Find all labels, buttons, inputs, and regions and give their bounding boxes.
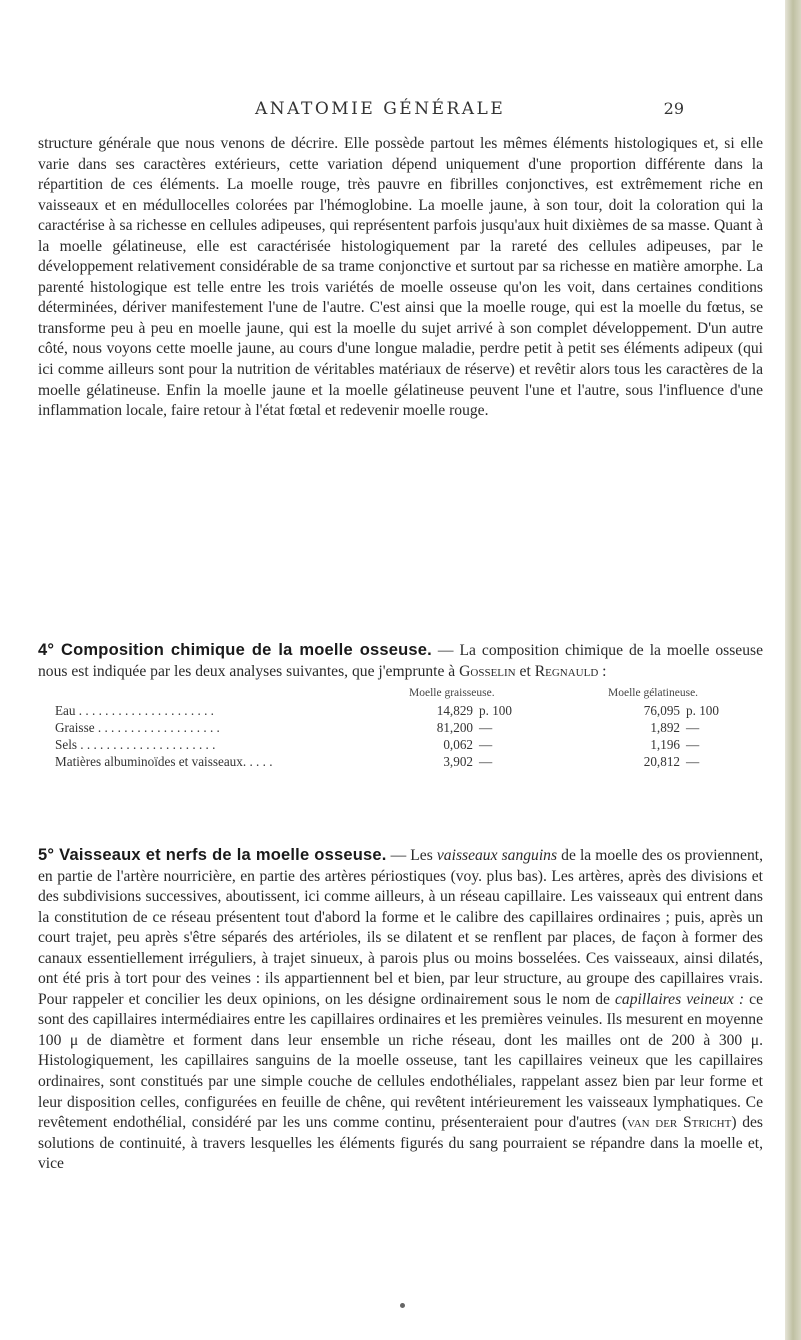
row-label: Eau . . . . . . . . . . . . . . . . . . . . . xyxy=(55,703,214,718)
column-header: Moelle gélatineuse. xyxy=(608,687,699,699)
emphasis-term: capillaires veineux : xyxy=(615,990,745,1008)
row-label: Matières albuminoïdes et vaisseaux. . . . . xyxy=(55,754,273,769)
unit-cell: p. 100 xyxy=(686,703,719,718)
unit-cell: p. 100 xyxy=(479,703,512,718)
page-number: 29 xyxy=(663,99,684,118)
section-text: — Les xyxy=(386,847,437,864)
value-cell: 3,902 xyxy=(443,754,473,769)
table-row xyxy=(55,754,775,771)
table-header xyxy=(55,687,775,703)
value-cell: 1,196 xyxy=(650,737,680,752)
section-text: ) des solutions de continuité, à travers lesquelles les éléments figurés du sang pourraient se répandre dans la moelle et, vice xyxy=(38,1114,763,1173)
ink-dot xyxy=(400,1303,405,1308)
section-vaisseaux-nerfs xyxy=(38,845,763,1175)
unit-cell: — xyxy=(479,720,493,735)
unit-cell: — xyxy=(479,754,493,769)
row-label: Graisse . . . . . . . . . . . . . . . . . . . xyxy=(55,720,220,735)
page-edge-shadow xyxy=(785,0,801,1340)
value-cell: 0,062 xyxy=(443,737,473,752)
value-cell: 14,829 xyxy=(436,703,473,718)
paragraph-text: structure générale que nous venons de décrire. Elle possède partout les mêmes éléments histologiques et, si elle varie dans ses caractères extérieurs, cette variation dépend uniquement d'une proportion différente dans la répartition de ces éléments. La moelle rouge, très pauvre en fibrilles conjonctives, est extrêmement riche en vaisseaux et en médullocelles colorées par l'hémoglobine. La moelle jaune, à son tour, doit la coloration qui la caractérise à sa richesse en cellules adipeuses, qui représentent parfois jusqu'aux huit dixièmes de sa masse. Quant à la moelle gélatineuse, elle est caractérisée histologiquement par la rareté des cellules adipeuses, par le développement relativement considérable de sa trame conjonctive et surtout par sa richesse en matière amorphe. La parenté histologique est telle entre les trois variétés de moelle osseuse qu'on les voit, dans certaines conditions déterminées, dériver manifestement l'une de l'autre. C'est ainsi que la moelle rouge, qui est la moelle du fœtus, se transforme peu à peu en moelle jaune, qui est la moelle du sujet arrivé à son complet développement. D'un autre côté, nous voyons cette moelle jaune, au cours d'une longue maladie, perdre petit à petit ses éléments adipeux (qui ici comme ailleurs sont pour la nutrition de véritables matériaux de réserve) et revêtir alors tous les caractères de la moelle gélatineuse. Enfin la moelle jaune et la moelle gélatineuse peuvent l'une et l'autre, sous l'influence d'une inflammation locale, faire retour à l'état fœtal et redevenir moelle rouge. xyxy=(38,135,763,420)
author-name: van der Stricht xyxy=(627,1114,732,1132)
section-composition-chimique xyxy=(38,640,763,682)
section-paragraph xyxy=(38,845,763,1175)
value-cell: 1,892 xyxy=(650,720,680,735)
section-heading: 4° Composition chimique de la moelle osseuse. xyxy=(38,641,432,659)
composition-table xyxy=(55,687,775,771)
value-cell: 20,812 xyxy=(643,754,680,769)
column-header: Moelle graisseuse. xyxy=(409,687,495,699)
running-title: ANATOMIE GÉNÉRALE xyxy=(255,99,506,119)
emphasis-term: vaisseaux sanguins xyxy=(436,847,558,864)
section-paragraph xyxy=(38,640,763,682)
unit-cell: — xyxy=(686,720,700,735)
value-cell: 76,095 xyxy=(643,703,680,718)
section-text: ce sont des capillaires intermédiaires entre les capillaires ordinaires et les premières veinules. Ils mesurent en moyenne 100 μ de diamètre et forment dans leur ensemble un riche réseau, dont les mailles ont de 200 à 300 μ. Histologiquement, les capillaires sanguins de la moelle osseuse, tant les capillaires veineux que les capillaires ordinaires, sont constitués par une simple couche de cellules endothéliales, rappelant assez bien par leur forme et leur disposition celles, configurées en feuille de chêne, qui revêtent intérieurement les vaisseaux lymphatiques. Ce revêtement endothélial, considéré par les uns comme continu, présenteraient pour d'autres ( xyxy=(38,990,763,1132)
author-name: Regnauld xyxy=(534,662,599,680)
paragraph-moelle-varieties xyxy=(38,134,763,422)
table-row xyxy=(55,720,775,737)
conjunction: et xyxy=(515,662,535,680)
section-text: — La composition chimique de la moelle osseuse nous est indiquée par les deux analyses suivantes, que j'emprunte à xyxy=(38,642,763,680)
unit-cell: — xyxy=(479,737,493,752)
page-header xyxy=(0,99,801,123)
section-text: : xyxy=(598,662,607,680)
value-cell: 81,200 xyxy=(436,720,473,735)
unit-cell: — xyxy=(686,737,700,752)
table-row xyxy=(55,703,775,720)
row-label: Sels . . . . . . . . . . . . . . . . . . . . . xyxy=(55,737,216,752)
table-row xyxy=(55,737,775,754)
unit-cell: — xyxy=(686,754,700,769)
section-text: de la moelle des os proviennent, en partie de l'artère nourricière, en partie des artères périostiques (voy. plus bas). Les artères, après des divisions et des subdivisions successives, aboutissent, ici comme ailleurs, à un réseau capillaire. Les vaisseaux qui entrent dans la constitution de ce réseau présentent tout d'abord la forme et le calibre des capillaires ordinaires ; puis, après un court trajet, peu après s'être séparés des artérioles, ils se dilatent et se renflent par places, de façon à former des canaux essentiellement irréguliers, à trajet sinueux, à parois plus ou moins bosselées. Ces vaisseaux, ainsi dilatés, ont été pris à tort pour des veines : ils appartiennent bel et bien, par leur structure, au groupe des capillaires vrais. Pour rappeler et concilier les deux opinions, on les désigne ordinairement sous le nom de xyxy=(38,847,764,1008)
section-heading: 5° Vaisseaux et nerfs de la moelle osseuse. xyxy=(38,846,387,864)
author-name: Gosselin xyxy=(459,662,516,680)
